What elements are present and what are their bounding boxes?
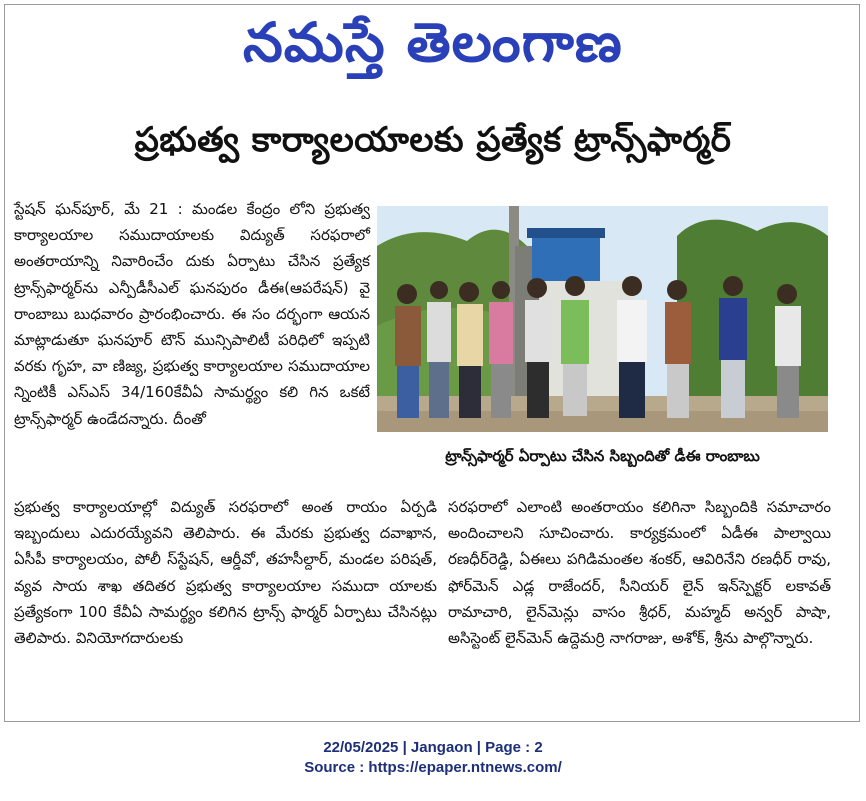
article-paragraph-2: ప్రభుత్వ కార్యాలయాల్లో విద్యుత్ సరఫరాలో అంత రాయం ఏర్పడి ఇబ్బందులు ఎదురయ్యేవని తెలిపారు. ఈ మేరకు ప్రభుత్వ దవాఖాన, ఏసీపీ కార్యాలయం, పోలీ స్‌స్టేషన్, ఆర్డీవో, తహసీల్దార్, మండల పరిషత్, వ్యవ సాయ శాఖ తదితర ప్రభుత్వ కార్యాలయాల సముదా యాలకు ప్రత్యేకంగా 100 కేవీఏ సామర్థ్యం కలిగిన ట్రాన్స్ ఫార్మర్ ఏర్పాటు చేసినట్లు తెలిపారు. వినియోగదారులకు <box>14 498 437 648</box>
footer-date-edition: 22/05/2025 | Jangaon | Page : 2 <box>323 739 543 756</box>
footer-source: Source : https://epaper.ntnews.com/ <box>304 759 562 776</box>
article-paragraph-3: సరఫరాలో ఎలాంటి అంతరాయం కలిగినా సిబ్బందికి సమాచారం అందించాలని సూచించారు. కార్యక్రమంలో ఏడీఈ పాల్వాయి రణధీర్‌రెడ్డి, ఏఈలు పగిడిమంతల శంకర్, ఆవిరినేని రణధీర్ రావు, ఫోర్‌మెన్ ఎడ్ల రాజేందర్, సీనియర్ లైన్ ఇన్‌స్పెక్టర్ లకావత్ రామాచారి, లైన్‌మెన్లు వాసం శ్రీధర్, మహ్మద్ అన్వర్ పాషా, అసిస్టెంట్ లైన్‌మెన్ ఉద్దెమర్రి నాగరాజు, అశోక్, శ్రీను పాల్గొన్నారు. <box>448 498 831 648</box>
clipping-footer <box>0 738 866 778</box>
article-column-2 <box>448 494 831 651</box>
masthead-title: నమస్తే తెలంగాణ <box>243 11 623 74</box>
headline-text: ప్రభుత్వ కార్యాలయాలకు ప్రత్యేక ట్రాన్స్‌ఫార్మర్ <box>134 120 732 160</box>
article-paragraph-1: స్టేషన్ ఘన్‌పూర్, మే 21 : మండల కేంద్రం లోని ప్రభుత్వ కార్యాలయాల సముదాయాలకు విద్యుత్ సరఫరాలో అంతరాయాన్ని నివారించేం దుకు ఏర్పాటు చేసిన ప్రత్యేక ట్రాన్స్‌ఫార్మర్‌ను ఎన్పీడీసీఎల్ ఘనపురం డీఈ(ఆపరేషన్) వై రాంబాబు బుధవారం ప్రారంభించారు. ఈ సం దర్భంగా ఆయన మాట్లాడుతూ ఘనపూర్ టౌన్ మున్సిపాలిటీ పరిధిలో ఇప్పటి వరకు గృహ, వా ణిజ్య, ప్రభుత్వ కార్యాలయాల సముదాయాల న్నింటికీ ఎస్‌ఎస్ 34/160కేవీఏ సామర్థ్యం కలి గిన ఒకటే ట్రాన్స్‌ఫార్మర్ ఉండేదన్నారు. దీంతో <box>14 200 370 428</box>
article-column-1 <box>14 196 370 432</box>
article-headline <box>0 112 866 168</box>
article-column-1-continued <box>14 494 437 651</box>
photo-caption: ట్రాన్స్‌ఫార్మర్ ఏర్పాటు చేసిన సిబ్బందితో డీఈ రాంబాబు <box>445 447 760 465</box>
group-photo-illustration <box>377 206 828 432</box>
newspaper-masthead <box>0 6 866 80</box>
article-photo <box>377 206 828 432</box>
